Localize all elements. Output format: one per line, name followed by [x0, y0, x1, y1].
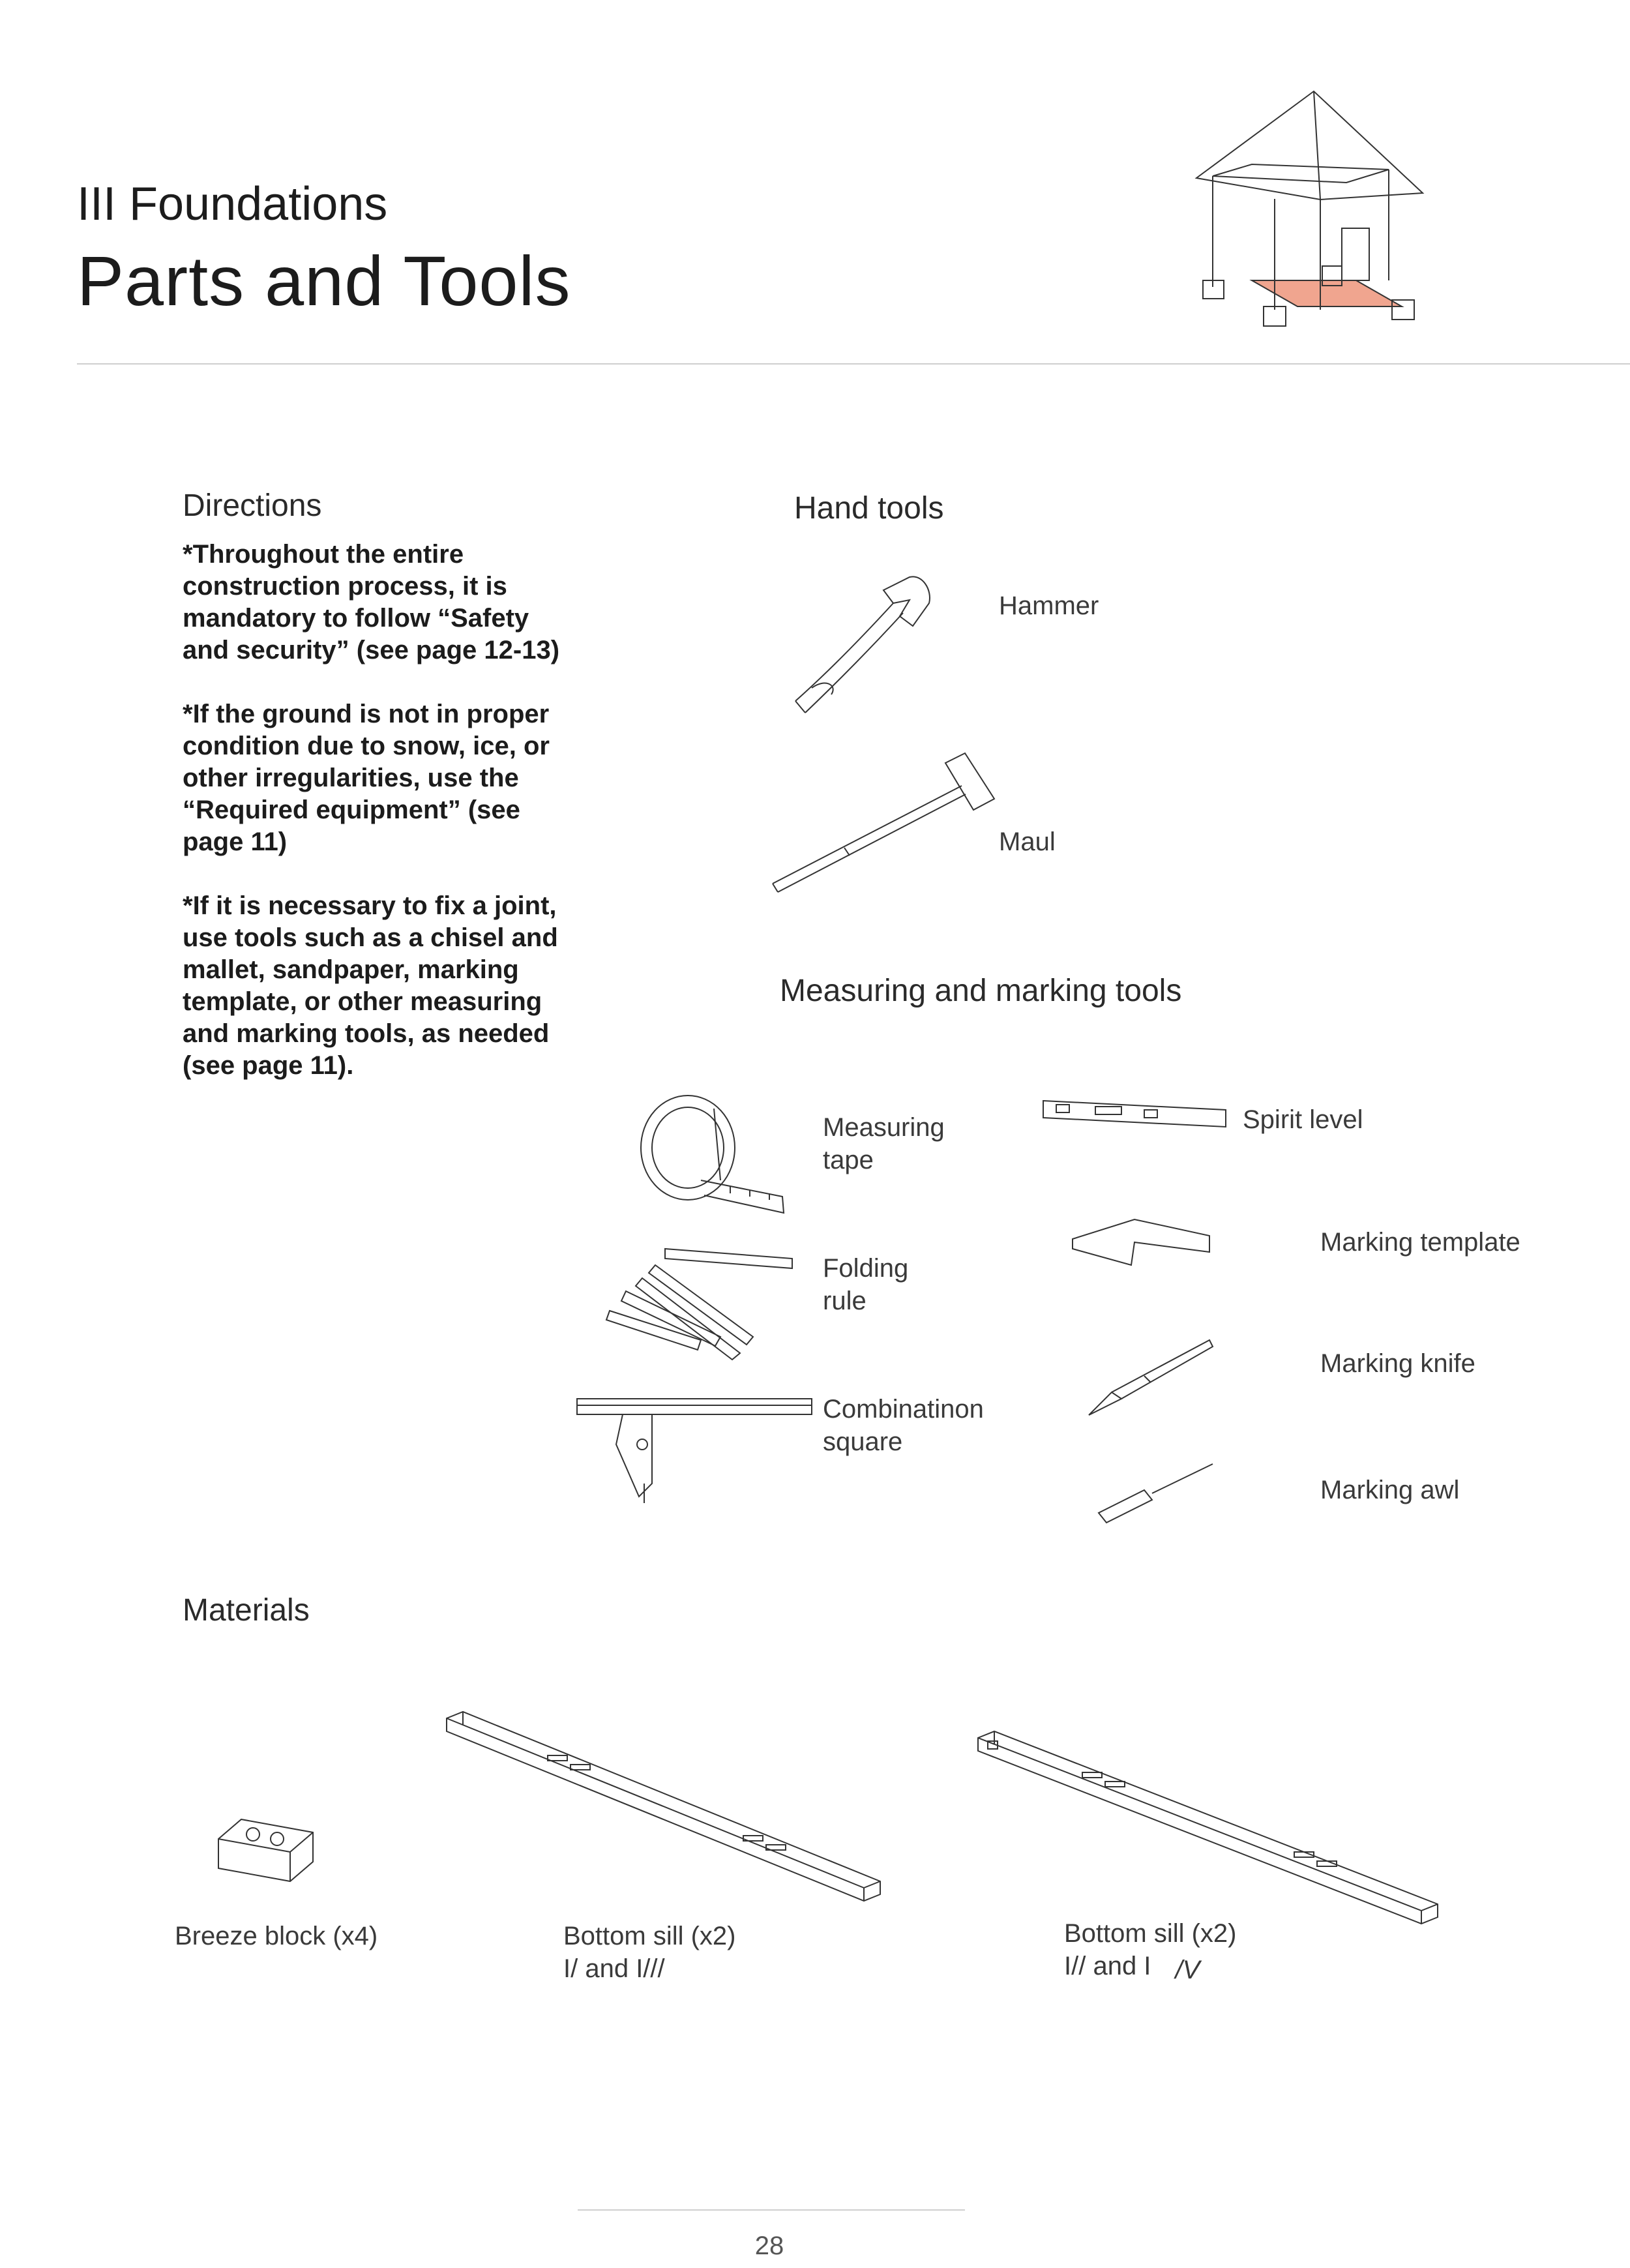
measuring-heading: Measuring and marking tools — [780, 974, 1182, 1008]
bottom-sill-a-label-line: I/ and I/// — [563, 1954, 665, 1983]
direction-paragraph: *If it is necessary to fix a joint, use tools such as a chisel and mallet, sandpaper, marking template, or other measuring and marking tools, as needed (see page 11). — [183, 891, 558, 1080]
directions-text — [183, 539, 574, 1114]
combination-square-label-line: Combinatinon — [823, 1395, 984, 1424]
combination-square-icon — [574, 1392, 815, 1510]
marking-template-icon — [1069, 1216, 1213, 1288]
marking-awl-icon — [1092, 1461, 1222, 1526]
page-title: Parts and Tools — [77, 241, 571, 320]
breeze-block-icon — [215, 1816, 319, 1888]
hammer-label: Hammer — [999, 591, 1099, 620]
directions-heading: Directions — [183, 488, 322, 523]
measuring-tape-label — [823, 1111, 945, 1176]
page-number: 28 — [754, 2231, 784, 2260]
bottom-sill-b-label-line: Bottom sill (x2) — [1064, 1919, 1237, 1948]
folding-rule-icon — [603, 1239, 805, 1369]
measuring-tape-label-line: Measuring — [823, 1113, 945, 1142]
measuring-tape-label-line: tape — [823, 1146, 874, 1174]
breeze-block-label: Breeze block (x4) — [175, 1922, 378, 1950]
maul-icon — [766, 737, 1007, 900]
bottom-sill-b-mark-extra: /V — [1175, 1956, 1200, 1984]
combination-square-label-line: square — [823, 1427, 903, 1456]
measuring-tape-icon — [632, 1092, 795, 1229]
marking-template-label: Marking template — [1320, 1228, 1520, 1257]
chapter-label: III Foundations — [77, 178, 388, 230]
marking-knife-icon — [1086, 1330, 1216, 1422]
house-foundation-icon — [1187, 85, 1460, 346]
spirit-level-icon — [1040, 1096, 1236, 1148]
direction-paragraph: *If the ground is not in proper condition due to snow, ice, or other irregularities, use the “Required equipment” (see page 11) — [183, 700, 550, 856]
bottom-sill-b-label-line — [1064, 1950, 1237, 1982]
folding-rule-label-line: Folding — [823, 1254, 909, 1283]
bottom-sill-a-icon — [443, 1708, 887, 1904]
combination-square-label — [823, 1393, 984, 1458]
bottom-sill-a-label — [563, 1920, 736, 1985]
direction-paragraph: *Throughout the entire construction process, it is mandatory to follow “Safety and security” (see page 12-13) — [183, 540, 560, 664]
folding-rule-label — [823, 1252, 908, 1317]
hand-tools-heading: Hand tools — [794, 491, 944, 526]
bottom-sill-b-icon — [975, 1728, 1444, 1924]
bottom-sill-a-label-line: Bottom sill (x2) — [563, 1922, 736, 1950]
footer-divider — [578, 2209, 965, 2211]
bottom-sill-b-label — [1064, 1917, 1237, 1982]
hammer-icon — [786, 564, 981, 721]
bottom-sill-b-marks: I// and I — [1064, 1952, 1151, 1980]
spirit-level-label: Spirit level — [1243, 1105, 1363, 1134]
maul-label: Maul — [999, 828, 1056, 856]
materials-heading: Materials — [183, 1593, 310, 1628]
header-divider — [77, 363, 1630, 365]
marking-knife-label: Marking knife — [1320, 1349, 1475, 1378]
folding-rule-label-line: rule — [823, 1287, 867, 1315]
marking-awl-label: Marking awl — [1320, 1476, 1460, 1504]
